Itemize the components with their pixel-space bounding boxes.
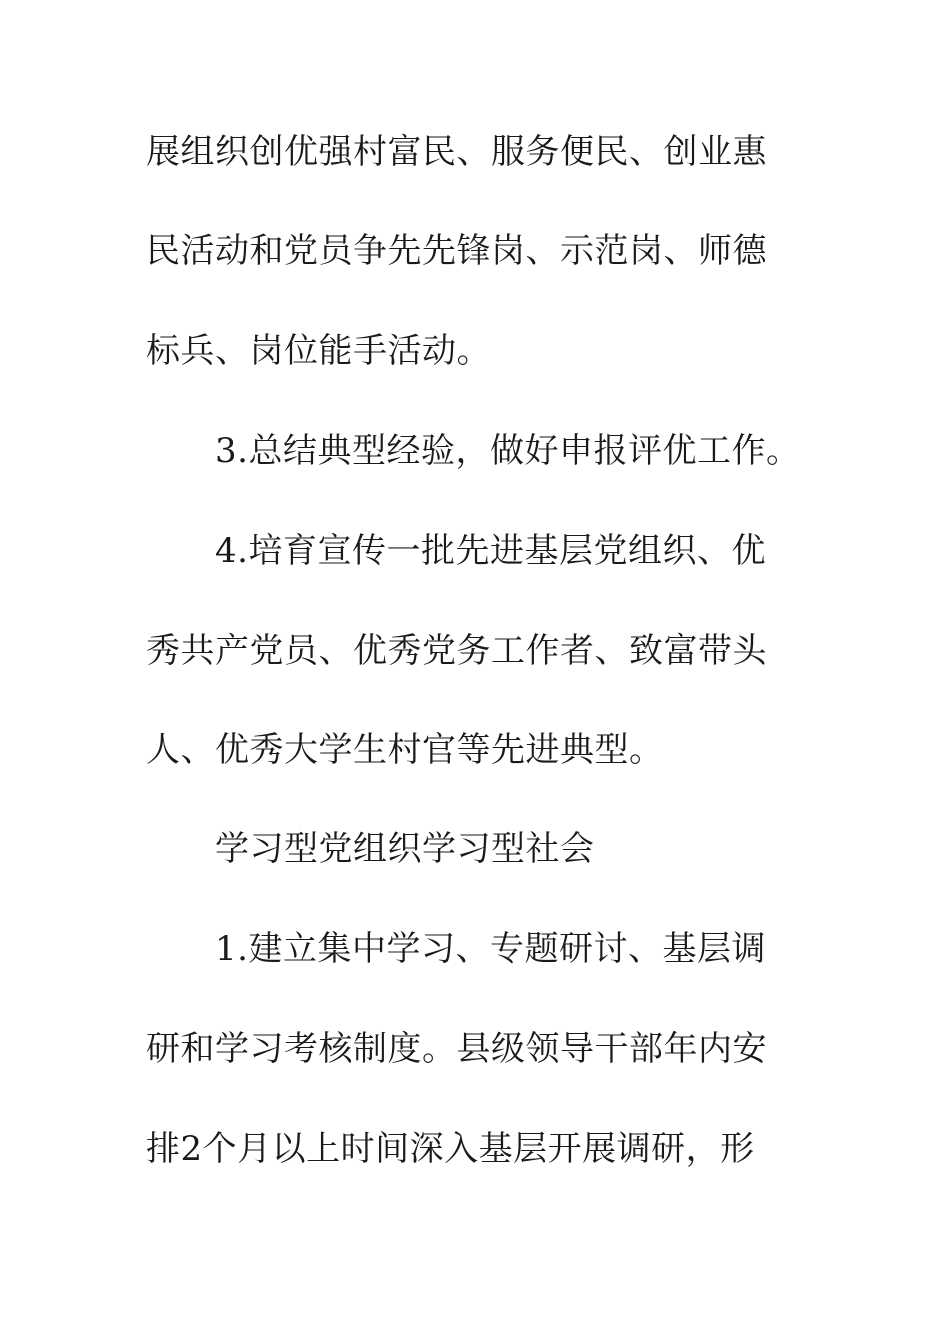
text-line-1: 展组织创优强村富民、服务便民、创业惠	[146, 132, 767, 172]
text-line-7: 人、优秀大学生村官等先进典型。	[146, 730, 664, 770]
text-line-3: 标兵、岗位能手活动。	[146, 331, 491, 371]
text-line-9: 1.建立集中学习、专题研讨、基层调	[215, 929, 766, 969]
text-line-2: 民活动和党员争先先锋岗、示范岗、师德	[146, 231, 767, 271]
text-line-6: 秀共产党员、优秀党务工作者、致富带头	[146, 631, 767, 671]
text-line-5: 4.培育宣传一批先进基层党组织、优	[215, 531, 766, 571]
text-line-4: 3.总结典型经验，做好申报评优工作。	[215, 431, 801, 471]
section-heading: 学习型党组织学习型社会	[215, 829, 595, 869]
text-line-11: 排2个月以上时间深入基层开展调研，形	[146, 1129, 755, 1169]
text-line-10: 研和学习考核制度。县级领导干部年内安	[146, 1029, 767, 1069]
